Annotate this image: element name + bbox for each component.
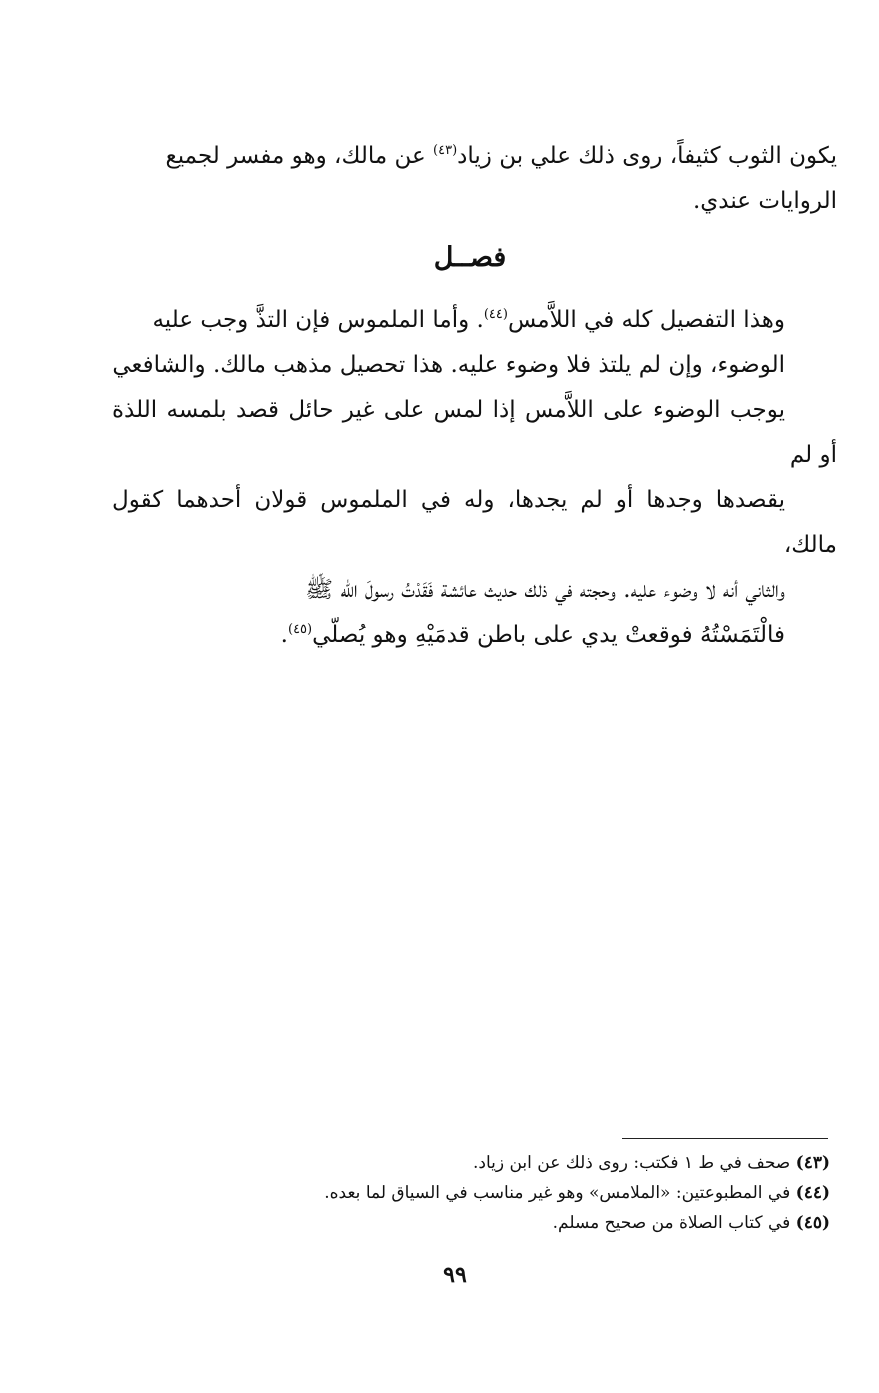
text-segment: . وأما الملموس فإن التذَّ وجب عليه bbox=[152, 307, 484, 333]
text-segment: فالْتَمَسْتُهُ فوقعتْ يدي على باطن قدمَيْهِ وهو يُصلّي bbox=[312, 622, 785, 648]
footnote-text: في كتاب الصلاة من صحيح مسلم. bbox=[552, 1213, 796, 1233]
text-line bbox=[112, 134, 837, 179]
footnote-text: في المطبوعتين: «الملامس» وهو غير مناسب في السياق لما بعده. bbox=[324, 1183, 796, 1203]
footnote-reference-44: (٤٤) bbox=[483, 307, 508, 322]
text-line: يقصدها وجدها أو لم يجدها، وله في الملموس قولان أحدهما كقول مالك، bbox=[112, 487, 837, 558]
footnote-44 bbox=[270, 1178, 830, 1208]
text-segment: وهذا التفصيل كله في اللاَّمس bbox=[507, 307, 785, 333]
footnote-number: (٤٥) bbox=[795, 1213, 830, 1233]
main-paragraph bbox=[112, 298, 837, 658]
footnote-number: (٤٣) bbox=[795, 1153, 830, 1173]
footnote-45 bbox=[270, 1208, 830, 1238]
footnote-43 bbox=[270, 1148, 830, 1178]
text-line: يوجب الوضوء على اللاَّمس إذا لمس على غير حائل قصد بلمسه اللذة أو لم bbox=[112, 397, 837, 468]
section-heading: فصــل bbox=[433, 242, 507, 273]
page-number: ٩٩ bbox=[443, 1262, 467, 1288]
opening-paragraph bbox=[112, 134, 837, 224]
footnote-number: (٤٤) bbox=[795, 1183, 830, 1203]
text-line: والثاني أنه لا وضوء عليه. وحجته في ذلك حديث عائشة فَقَدْتُ رسولَ الله ﷺ bbox=[305, 577, 785, 603]
text-line: الوضوء، وإن لم يلتذ فلا وضوء عليه. هذا تحصيل مذهب مالك. والشافعي bbox=[112, 352, 785, 378]
text-line bbox=[112, 613, 837, 658]
text-line: الروايات عندي. bbox=[692, 188, 837, 214]
text-segment: يكون الثوب كثيفاً، روى ذلك علي بن زياد bbox=[457, 143, 837, 169]
text-line bbox=[112, 298, 837, 343]
text-segment: . bbox=[280, 622, 288, 648]
footnote-divider bbox=[622, 1138, 828, 1139]
footnote-text: صحف في ط ١ فكتب: روى ذلك عن ابن زياد. bbox=[472, 1153, 796, 1173]
footnote-reference-43: (٤٣) bbox=[433, 143, 458, 158]
footnote-reference-45: (٤٥) bbox=[287, 622, 313, 637]
footnotes-section bbox=[270, 1148, 830, 1238]
text-segment: عن مالك، وهو مفسر لجميع bbox=[165, 143, 434, 169]
